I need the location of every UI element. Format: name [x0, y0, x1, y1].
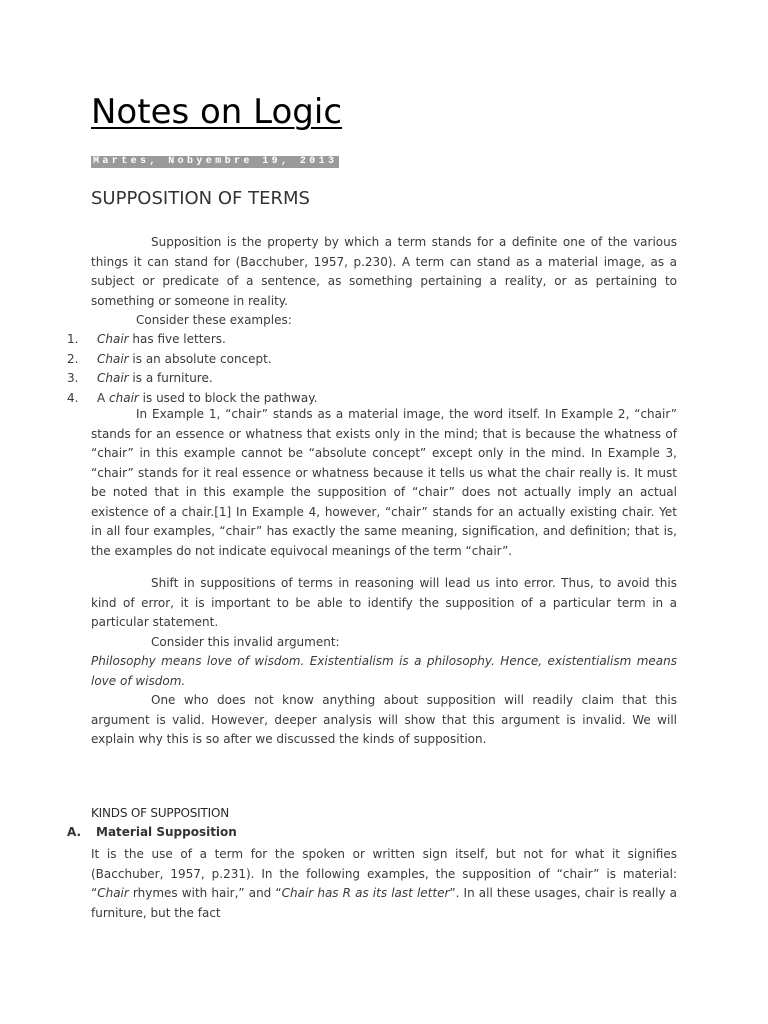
list-item: 4. A chair is used to block the pathway. — [67, 390, 318, 405]
post-date: Martes, Nobyembre 19, 2013 — [93, 156, 338, 167]
material-paragraph: It is the use of a term for the spoken or written sign itself, but not for what it signifies (Bacchuber, 1957, p.231). In the following examples, the supposition of “chair” is material: “Chair rhymes with hair,” and “Chair has R as its last letter”. In all these usages, chair is really a furniture, but the fact — [91, 847, 677, 920]
shift-paragraph: Shift in suppositions of terms in reasoning will lead us into error. Thus, to avoid this kind of error, it is important to be able to identify the supposition of a particular term in a particular statement. — [91, 576, 677, 629]
intro-block — [91, 233, 677, 331]
analysis-paragraph: In Example 1, “chair” stands as a material image, the word itself. In Example 2, “chair” stands for an essence or whatness that exists only in the mind; that is because the whatness of “chair” in this example cannot be “absolute concept” except only in the mind. In Example 3, “chair” stands for it real essence or whatness because it tells us what the chair really is. It must be noted that in this example the supposition of “chair” does not actually imply an actual existence of a chair.[1] In Example 4, however, “chair” stands for an actually existing chair. Yet in all four examples, “chair” has exactly the same meaning, signification, and definition; that is, the examples do not indicate equivocal meanings of the term “chair”. — [91, 407, 677, 558]
analysis-block — [91, 405, 677, 561]
intro-paragraph: Supposition is the property by which a term stands for a definite one of the various things it can stand for (Bacchuber, 1957, p.230). A term can stand as a material image, as a subject or predicate of a sentence, as something pertaining a reality, or as pertaining to something or someone in reality. — [91, 235, 677, 308]
consider-examples-line: Consider these examples: — [136, 313, 292, 327]
material-letter: A. — [67, 825, 82, 839]
material-title: Material Supposition — [96, 825, 237, 839]
section-title: SUPPOSITION OF TERMS — [91, 188, 310, 209]
list-item: 1. Chair has five letters. — [67, 332, 226, 346]
page-title: Notes on Logic — [91, 92, 343, 132]
examples-list — [0, 330, 700, 408]
material-block — [91, 845, 677, 923]
kinds-heading: KINDS OF SUPPOSITION — [91, 806, 229, 820]
list-item: 2. Chair is an absolute concept. — [67, 351, 272, 366]
material-heading — [67, 825, 237, 839]
invalid-argument: Philosophy means love of wisdom. Existentialism is a philosophy. Hence, existentialism means love of wisdom. — [91, 654, 677, 688]
consider-argument-line: Consider this invalid argument: — [151, 634, 340, 649]
validity-paragraph: One who does not know anything about supposition will readily claim that this argument is valid. However, deeper analysis will show that this argument is invalid. We will explain why this is so after we discussed the kinds of supposition. — [91, 693, 677, 746]
shift-block — [91, 574, 677, 750]
list-item: 3. Chair is a furniture. — [67, 371, 213, 385]
